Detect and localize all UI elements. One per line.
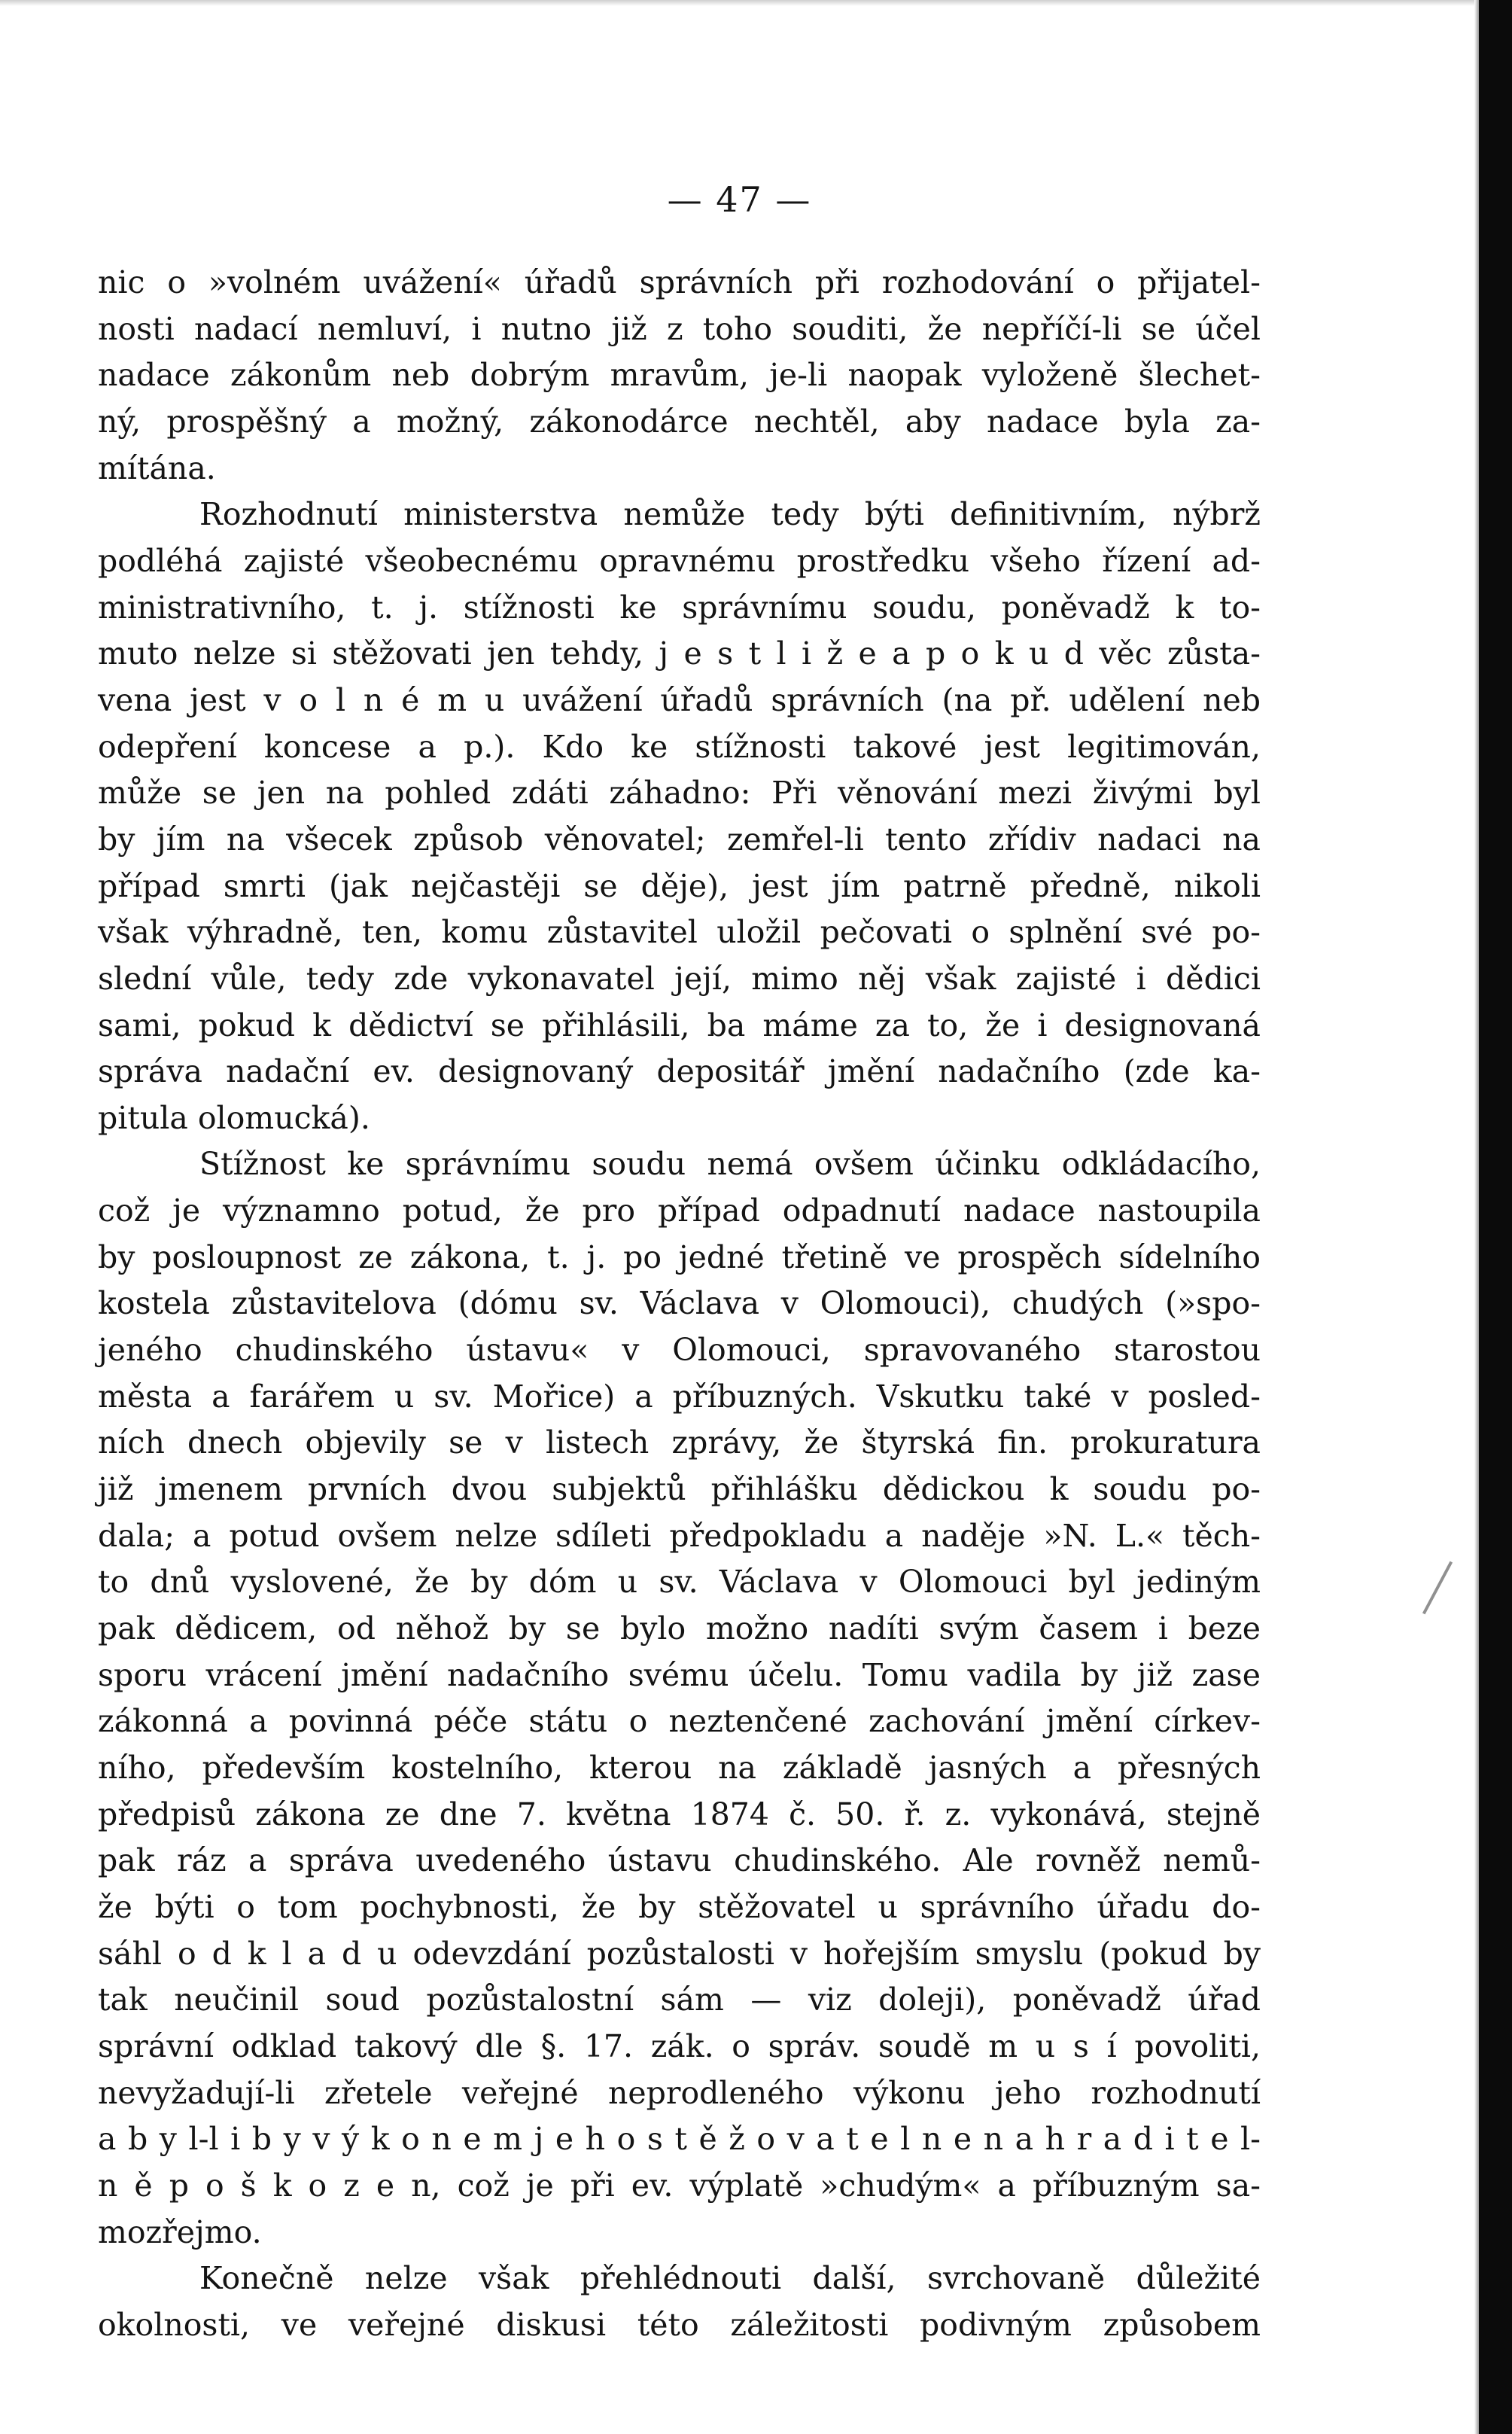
text-line: odepření koncese a p.). Kdo ke stížnosti takové jest legitimován,: [98, 728, 1261, 765]
text-line: může se jen na pohled zdáti záhadno: Při věnování mezi živými byl: [98, 775, 1261, 812]
scan-top-edge: [0, 0, 1479, 6]
text-line: okolnosti, ve veřejné diskusi této záležitosti podivným způsobem: [98, 2306, 1261, 2343]
text-line: nosti nadací nemluví, i nutno již z toho souditi, že nepříčí-li se účel: [98, 310, 1261, 347]
text-line: n ě p o š k o z e n, což je při ev. výplatě »chudým« a příbuzným sa-: [98, 2167, 1261, 2204]
text-line: nic o »volném uvážení« úřadů správních při rozhodování o přijatel-: [98, 264, 1261, 300]
text-line: to dnů vyslovené, že by dóm u sv. Václava v Olomouci byl jediným: [98, 1564, 1261, 1601]
text-line: nevyžadují-li zřetele veřejné neprodleného výkonu jeho rozhodnutí: [98, 2074, 1261, 2111]
text-line: předpisů zákona ze dne 7. května 1874 č. 50. ř. z. vykonává, stejně: [98, 1796, 1261, 1832]
text-line: ních dnech objevily se v listech zprávy, že štyrská fin. prokuratura: [98, 1424, 1261, 1461]
text-line: sami, pokud k dědictví se přihlásili, ba máme za to, že i designovaná: [98, 1007, 1261, 1043]
text-line: mozřejmo.: [98, 2213, 262, 2250]
text-line: pak dědicem, od něhož by se bylo možno nadíti svým časem i beze: [98, 1610, 1261, 1647]
text-line: muto nelze si stěžovati jen tehdy, j e s t l i ž e a p o k u d věc zůsta-: [98, 635, 1261, 672]
text-line: pak ráz a správa uvedeného ústavu chudinského. Ale rovněž nemů-: [98, 1842, 1261, 1879]
text-line: mítána.: [98, 449, 216, 486]
text-line: ministrativního, t. j. stížnosti ke správnímu soudu, poněvadž k to-: [98, 589, 1261, 626]
text-line: sporu vrácení jmění nadačního svému účelu. Tomu vadila by již zase: [98, 1656, 1261, 1693]
text-line: dala; a potud ovšem nelze sdíleti předpokladu a naděje »N. L.« těch-: [98, 1517, 1261, 1554]
text-line: ního, především kostelního, kterou na základě jasných a přesných: [98, 1750, 1261, 1786]
text-line: což je významno potud, že pro případ odpadnutí nadace nastoupila: [98, 1193, 1261, 1229]
text-line: Konečně nelze však přehlédnouti další, svrchovaně důležité: [199, 2260, 1261, 2297]
text-line: Rozhodnutí ministerstva nemůže tedy býti definitivním, nýbrž: [199, 496, 1261, 533]
text-line: zákonná a povinná péče státu o neztenčené zachování jmění církev-: [98, 1703, 1261, 1740]
text-line: ný, prospěšný a možný, zákonodárce nechtěl, aby nadace byla za-: [98, 403, 1261, 440]
text-line: kostela zůstavitelova (dómu sv. Václava v Olomouci), chudých (»spo-: [98, 1285, 1261, 1322]
text-line: již jmenem prvních dvou subjektů přihlášku dědickou k soudu po-: [98, 1471, 1261, 1508]
text-line: jeného chudinského ústavu« v Olomouci, spravovaného starostou: [98, 1332, 1261, 1369]
page-text: [98, 260, 1261, 2349]
text-line: však výhradně, ten, komu zůstavitel uložil pečovati o splnění své po-: [98, 914, 1261, 951]
text-line: slední vůle, tedy zde vykonavatel její, mimo něj však zajisté i dědici: [98, 960, 1261, 997]
text-line: případ smrti (jak nejčastěji se děje), jest jím patrně předně, nikoli: [98, 867, 1261, 904]
margin-scratch-mark: [1422, 1561, 1453, 1615]
text-line: tak neučinil soud pozůstalostní sám — viz doleji), poněvadž úřad: [98, 1982, 1261, 2018]
text-line: správa nadační ev. designovaný depositář jmění nadačního (zde ka-: [98, 1053, 1261, 1090]
text-line: správní odklad takový dle §. 17. zák. o správ. soudě m u s í povoliti,: [98, 2027, 1261, 2064]
text-line: podléhá zajisté všeobecnému opravnému prostředku všeho řízení ad-: [98, 542, 1261, 579]
text-line: Stížnost ke správnímu soudu nemá ovšem účinku odkládacího,: [199, 1146, 1261, 1183]
text-line: města a farářem u sv. Mořice) a příbuzných. Vskutku také v posled-: [98, 1378, 1261, 1415]
text-line: nadace zákonům neb dobrým mravům, je-li naopak vyloženě šlechet-: [98, 357, 1261, 394]
text-line: pitula olomucká).: [98, 1099, 370, 1136]
text-line: že býti o tom pochybnosti, že by stěžovatel u správního úřadu do-: [98, 1888, 1261, 1925]
text-line: vena jest v o l n é m u uvážení úřadů správních (na př. udělení neb: [98, 681, 1261, 718]
text-line: by posloupnost ze zákona, t. j. po jedné třetině ve prospěch sídelního: [98, 1238, 1261, 1275]
text-line: a b y l-l i b y v ý k o n e m j e h o s t ě ž o v a t e l n e n a h r a d i t e l-: [98, 2121, 1261, 2158]
scan-right-border: [1479, 0, 1512, 2434]
text-line: sáhl o d k l a d u odevzdání pozůstalosti v hořejším smyslu (pokud by: [98, 1935, 1261, 1972]
text-line: by jím na všecek způsob věnovatel; zemřel-li tento zřídiv nadaci na: [98, 821, 1261, 858]
page-number: — 47 —: [667, 179, 812, 220]
